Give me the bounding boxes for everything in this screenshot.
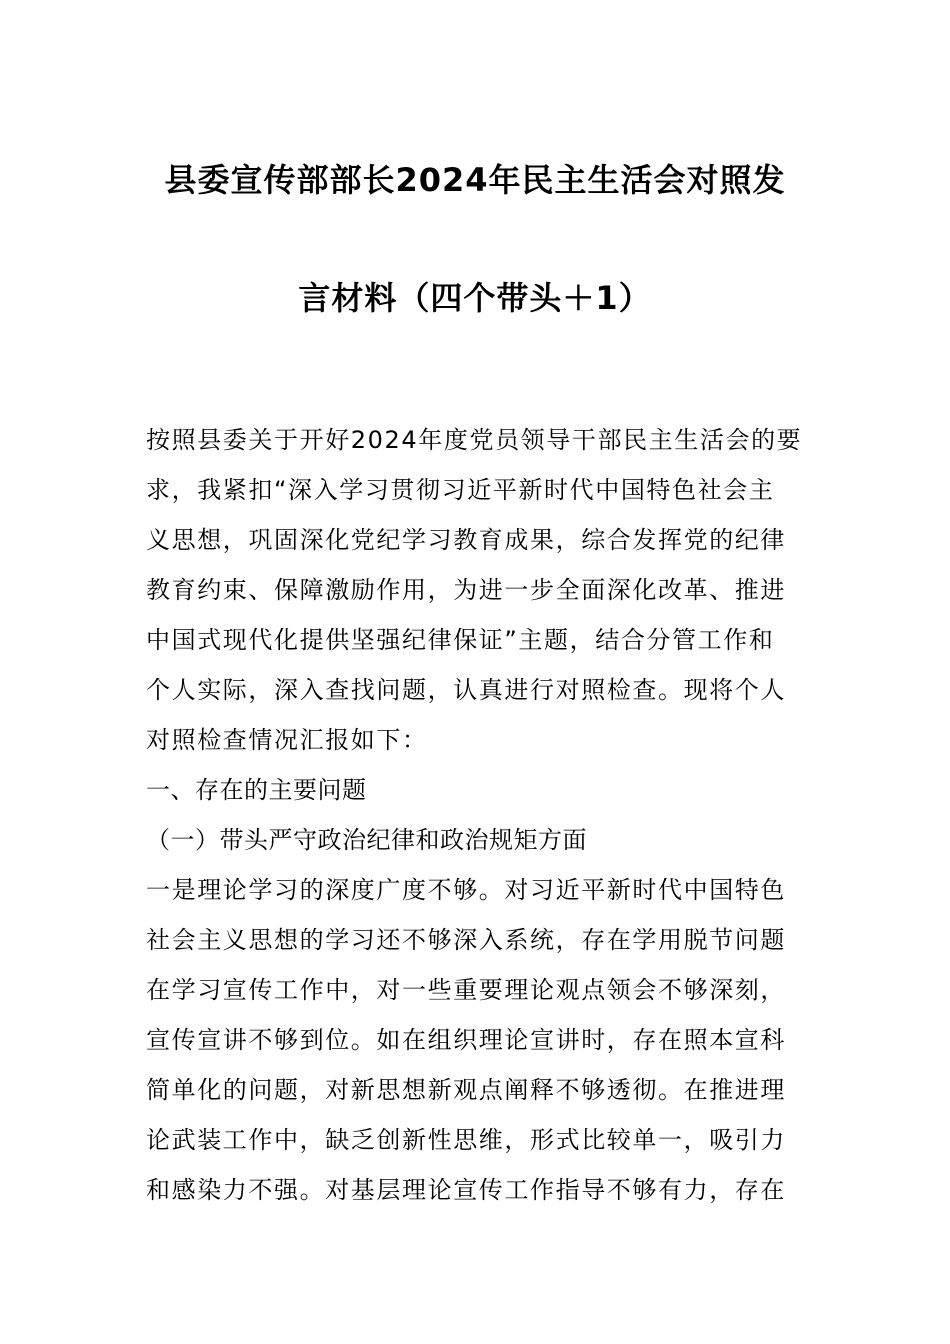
body-line: 宣传宣讲不够到位。如在组织理论宣讲时，存在照本宣科 [146,1026,786,1054]
section-heading: 一、存在的主要问题 [146,776,367,804]
document-title-line-1: 县委宣传部部长2024年民主生活会对照发 [164,161,786,199]
body-line: 论武装工作中，缺乏创新性思维，形式比较单一，吸引力 [146,1126,786,1154]
body-line: 教育约束、保障激励作用，为进一步全面深化改革、推进 [146,576,786,604]
body-line: 按照县委关于开好2024年度党员领导干部民主生活会的要 [146,426,803,454]
body-line: 简单化的问题，对新思想新观点阐释不够透彻。在推进理 [146,1076,786,1104]
subsection-heading: （一）带头严守政治纪律和政治规矩方面 [146,826,587,854]
document-body [146,415,806,1215]
body-line: 对照检查情况汇报如下： [146,726,428,754]
body-line: 和感染力不强。对基层理论宣传工作指导不够有力，存在 [146,1176,786,1204]
body-line: 义思想，巩固深化党纪学习教育成果，综合发挥党的纪律 [146,526,786,554]
document-title-line-2: 言材料（四个带头＋1） [298,279,652,317]
body-line: 在学习宣传工作中，对一些重要理论观点领会不够深刻， [146,976,786,1004]
body-line: 一是理论学习的深度广度不够。对习近平新时代中国特色 [146,876,786,904]
body-line: 中国式现代化提供坚强纪律保证”主题，结合分管工作和 [146,626,775,654]
body-line: 社会主义思想的学习还不够深入系统，存在学用脱节问题 [146,926,786,954]
body-line: 求，我紧扣“深入学习贯彻习近平新时代中国特色社会主 [146,476,775,504]
body-line: 个人实际，深入查找问题，认真进行对照检查。现将个人 [146,676,786,704]
